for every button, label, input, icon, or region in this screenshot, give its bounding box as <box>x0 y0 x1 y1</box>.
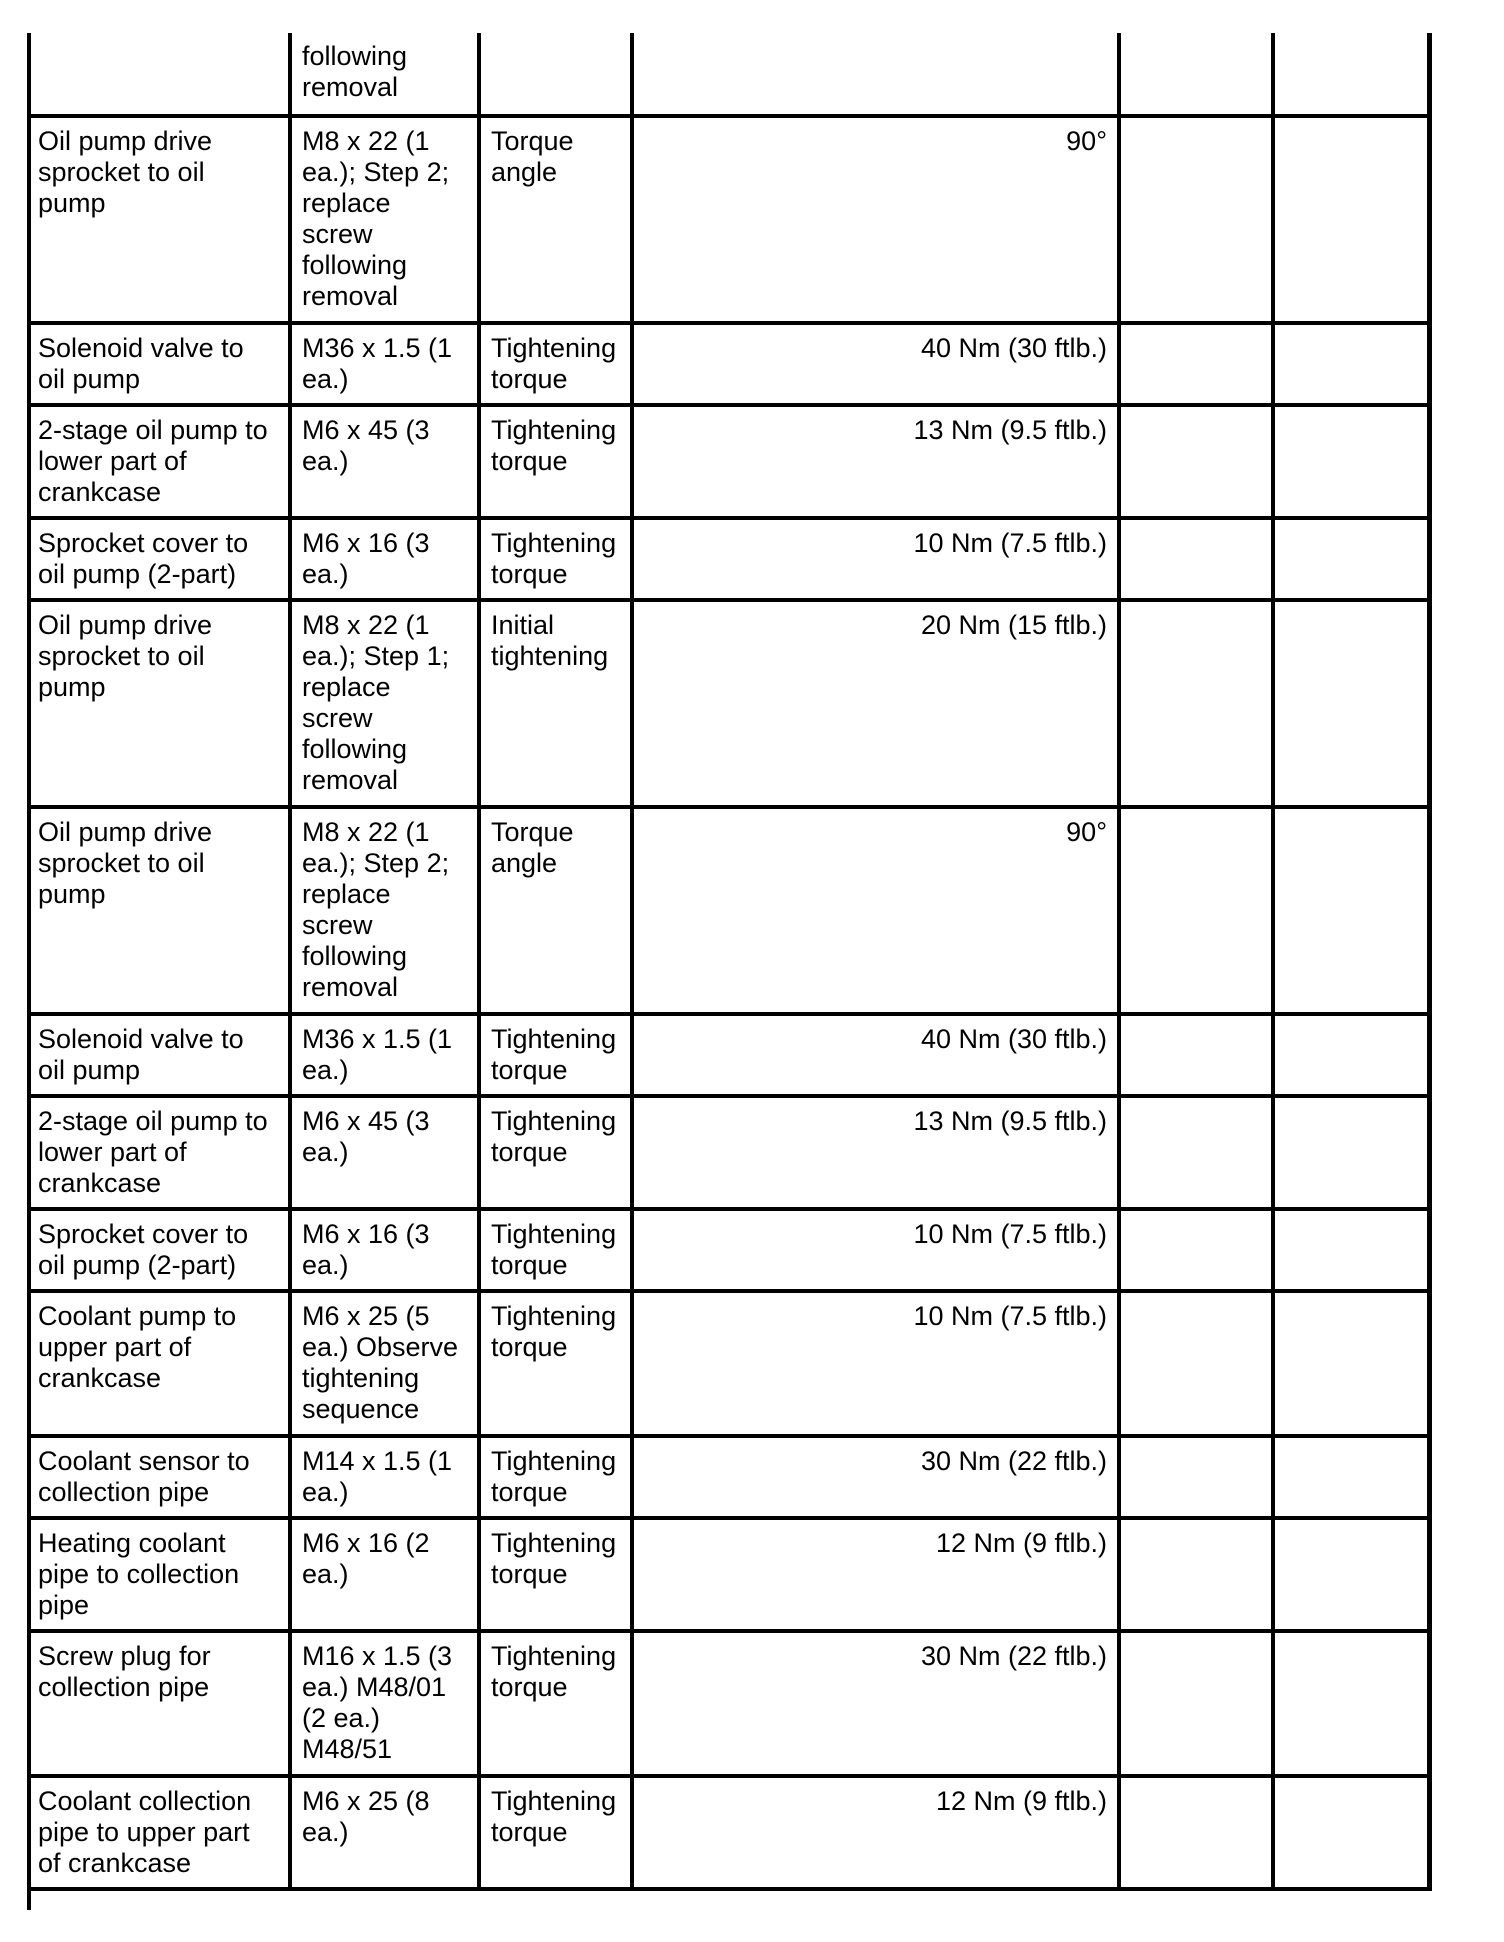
type-cell: Torque angle <box>479 807 632 1014</box>
empty-cell <box>1273 1209 1429 1291</box>
empty-cell <box>1273 33 1429 116</box>
empty-cell <box>1119 323 1273 405</box>
value-cell: 30 Nm (22 ftlb.) <box>632 1631 1119 1776</box>
type-cell: Tightening torque <box>479 1209 632 1291</box>
component-cell: 2-stage oil pump to lower part of crankcase <box>27 1096 290 1209</box>
type-cell: Tightening torque <box>479 405 632 518</box>
component-cell: Coolant collection pipe to upper part of crankcase <box>27 1776 290 1889</box>
empty-cell <box>1273 807 1429 1014</box>
component-cell: 2-stage oil pump to lower part of crankcase <box>27 405 290 518</box>
component-cell: Sprocket cover to oil pump (2-part) <box>27 1209 290 1291</box>
component-cell: Solenoid valve to oil pump <box>27 1014 290 1096</box>
component-cell: Oil pump drive sprocket to oil pump <box>27 600 290 807</box>
thread-cell: M6 x 16 (3 ea.) <box>290 1209 479 1291</box>
value-cell: 13 Nm (9.5 ftlb.) <box>632 405 1119 518</box>
empty-cell <box>1119 1209 1273 1291</box>
type-cell: Tightening torque <box>479 1776 632 1889</box>
type-cell: Tightening torque <box>479 1291 632 1436</box>
empty-cell <box>1273 323 1429 405</box>
empty-cell <box>1119 1518 1273 1631</box>
table-row <box>27 1209 1429 1291</box>
empty-cell <box>1119 1291 1273 1436</box>
thread-cell: M14 x 1.5 (1 ea.) <box>290 1436 479 1518</box>
type-cell: Tightening torque <box>479 323 632 405</box>
thread-cell: M6 x 25 (5 ea.) Observe tightening sequence <box>290 1291 479 1436</box>
thread-cell: M6 x 16 (2 ea.) <box>290 1518 479 1631</box>
empty-cell <box>1273 600 1429 807</box>
type-cell: Tightening torque <box>479 518 632 600</box>
value-cell: 10 Nm (7.5 ftlb.) <box>632 1209 1119 1291</box>
empty-cell <box>1273 1631 1429 1776</box>
type-cell: Torque angle <box>479 116 632 323</box>
table-row <box>27 518 1429 600</box>
table-row <box>27 33 1429 116</box>
thread-cell: M36 x 1.5 (1 ea.) <box>290 323 479 405</box>
table-row <box>27 807 1429 1014</box>
value-cell: 40 Nm (30 ftlb.) <box>632 323 1119 405</box>
value-cell <box>632 33 1119 116</box>
thread-cell: M36 x 1.5 (1 ea.) <box>290 1014 479 1096</box>
thread-cell: M8 x 22 (1 ea.); Step 2; replace screw following removal <box>290 807 479 1014</box>
component-cell: Screw plug for collection pipe <box>27 1631 290 1776</box>
torque-specification-table <box>27 33 1432 1891</box>
value-cell: 40 Nm (30 ftlb.) <box>632 1014 1119 1096</box>
thread-cell: M6 x 25 (8 ea.) <box>290 1776 479 1889</box>
thread-cell: M6 x 45 (3 ea.) <box>290 1096 479 1209</box>
thread-cell: M6 x 45 (3 ea.) <box>290 405 479 518</box>
empty-cell <box>1119 1436 1273 1518</box>
empty-cell <box>1273 1518 1429 1631</box>
type-cell: Initial tightening <box>479 600 632 807</box>
table-row <box>27 116 1429 323</box>
empty-cell <box>1119 518 1273 600</box>
type-cell: Tightening torque <box>479 1436 632 1518</box>
empty-cell <box>1273 1436 1429 1518</box>
thread-cell: following removal <box>290 33 479 116</box>
empty-cell <box>1273 1014 1429 1096</box>
table-row <box>27 1518 1429 1631</box>
value-cell: 90° <box>632 116 1119 323</box>
table-row <box>27 1096 1429 1209</box>
empty-cell <box>1273 405 1429 518</box>
table-row <box>27 405 1429 518</box>
component-cell <box>27 33 290 116</box>
empty-cell <box>1119 1014 1273 1096</box>
value-cell: 10 Nm (7.5 ftlb.) <box>632 1291 1119 1436</box>
value-cell: 90° <box>632 807 1119 1014</box>
empty-cell <box>1119 116 1273 323</box>
component-cell: Oil pump drive sprocket to oil pump <box>27 116 290 323</box>
component-cell: Heating coolant pipe to collection pipe <box>27 1518 290 1631</box>
empty-cell <box>1119 1776 1273 1889</box>
type-cell: Tightening torque <box>479 1631 632 1776</box>
thread-cell: M6 x 16 (3 ea.) <box>290 518 479 600</box>
value-cell: 12 Nm (9 ftlb.) <box>632 1518 1119 1631</box>
component-cell: Sprocket cover to oil pump (2-part) <box>27 518 290 600</box>
empty-cell <box>1273 1776 1429 1889</box>
empty-cell <box>1119 405 1273 518</box>
table-row <box>27 1631 1429 1776</box>
component-cell: Coolant sensor to collection pipe <box>27 1436 290 1518</box>
type-cell <box>479 33 632 116</box>
thread-cell: M8 x 22 (1 ea.); Step 2; replace screw following removal <box>290 116 479 323</box>
component-cell: Solenoid valve to oil pump <box>27 323 290 405</box>
table-row <box>27 600 1429 807</box>
component-cell: Coolant pump to upper part of crankcase <box>27 1291 290 1436</box>
component-cell: Oil pump drive sprocket to oil pump <box>27 807 290 1014</box>
type-cell: Tightening torque <box>479 1096 632 1209</box>
empty-cell <box>1119 1096 1273 1209</box>
empty-cell <box>1273 116 1429 323</box>
value-cell: 10 Nm (7.5 ftlb.) <box>632 518 1119 600</box>
table-row <box>27 323 1429 405</box>
empty-cell <box>1119 33 1273 116</box>
empty-cell <box>1273 1291 1429 1436</box>
table-row <box>27 1436 1429 1518</box>
empty-cell <box>1119 600 1273 807</box>
thread-cell: M8 x 22 (1 ea.); Step 1; replace screw following removal <box>290 600 479 807</box>
table-row <box>27 1776 1429 1889</box>
empty-cell <box>1119 807 1273 1014</box>
value-cell: 30 Nm (22 ftlb.) <box>632 1436 1119 1518</box>
empty-cell <box>1273 518 1429 600</box>
thread-cell: M16 x 1.5 (3 ea.) M48/01 (2 ea.) M48/51 <box>290 1631 479 1776</box>
value-cell: 20 Nm (15 ftlb.) <box>632 600 1119 807</box>
empty-cell <box>1119 1631 1273 1776</box>
value-cell: 12 Nm (9 ftlb.) <box>632 1776 1119 1889</box>
type-cell: Tightening torque <box>479 1518 632 1631</box>
value-cell: 13 Nm (9.5 ftlb.) <box>632 1096 1119 1209</box>
table-row <box>27 1014 1429 1096</box>
type-cell: Tightening torque <box>479 1014 632 1096</box>
empty-cell <box>1273 1096 1429 1209</box>
table-row <box>27 1291 1429 1436</box>
